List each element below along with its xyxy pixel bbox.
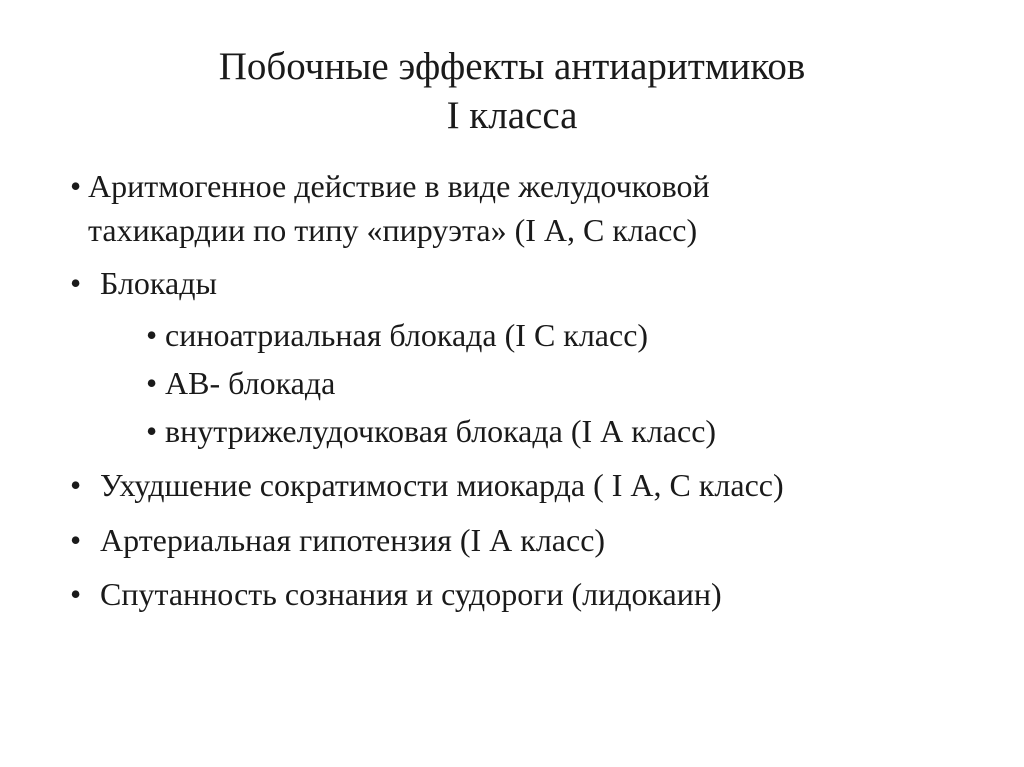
- slide-title: [0, 42, 1024, 140]
- title-line-1: Побочные эффекты антиаритмиков: [218, 45, 806, 88]
- sub-bullet-icon: •: [146, 365, 158, 401]
- bullet-icon: •: [70, 265, 82, 301]
- bullet-icon: •: [70, 467, 82, 503]
- bullet-icon: •: [70, 576, 82, 612]
- list-item-hypotension: Артериальная гипотензия (I А класс): [100, 522, 606, 558]
- list-item-arrhythmogenic-line1: Аритмогенное действие в виде желудочковой: [88, 168, 710, 204]
- list-item-blockades: Блокады: [100, 265, 217, 301]
- title-line-2: I класса: [446, 94, 578, 137]
- sub-bullet-icon: •: [146, 317, 158, 353]
- sub-item-sinoatrial: синоатриальная блокада (I С класс): [165, 317, 649, 353]
- sub-bullet-icon: •: [146, 413, 158, 449]
- list-item-arrhythmogenic-line2: тахикардии по типу «пируэта» (I А, С класс): [88, 212, 698, 248]
- list-item-contractility: Ухудшение сократимости миокарда ( I А, С класс): [100, 467, 784, 503]
- sub-item-intraventricular: внутрижелудочковая блокада (I А класс): [165, 413, 717, 449]
- list-item-confusion: Спутанность сознания и судороги (лидокаин): [100, 576, 722, 612]
- sub-item-av-block: АВ- блокада: [165, 365, 336, 401]
- bullet-icon: •: [70, 522, 82, 558]
- bullet-icon: •: [70, 168, 82, 204]
